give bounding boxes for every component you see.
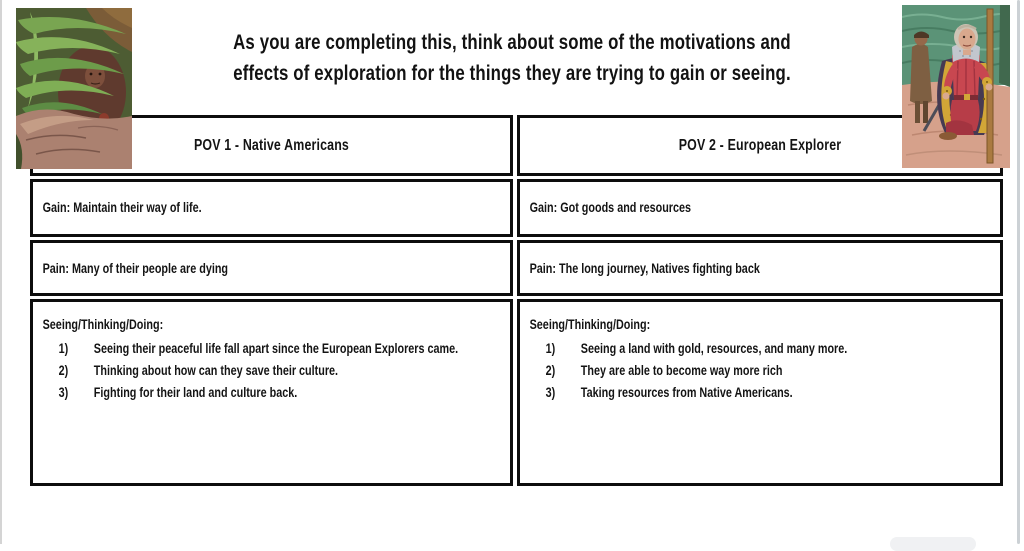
pov2-gain-text: Gain: Got goods and resources bbox=[529, 200, 692, 215]
list-item-text: Taking resources from Native Americans. bbox=[580, 385, 793, 400]
list-item-number: 2) bbox=[58, 363, 69, 378]
list-item-number: 2) bbox=[545, 363, 556, 378]
european-explorer-painting bbox=[902, 5, 1010, 168]
list-item-text: Thinking about how can they save their culture. bbox=[93, 363, 339, 378]
pov2-std-label: Seeing/Thinking/Doing: bbox=[529, 317, 651, 332]
pov2-gain-cell bbox=[517, 179, 1003, 237]
pov2-pain-cell bbox=[517, 240, 1003, 296]
pov1-pain-cell bbox=[30, 240, 513, 296]
list-item-number: 1) bbox=[545, 341, 556, 356]
list-item-number: 1) bbox=[58, 341, 69, 356]
pov1-gain-text: Gain: Maintain their way of life. bbox=[42, 200, 202, 215]
instructions-line-1: As you are completing this, think about some of the motivations and bbox=[233, 31, 791, 54]
list-item bbox=[43, 360, 506, 382]
pov-table bbox=[30, 115, 1003, 486]
list-item bbox=[43, 338, 506, 360]
list-item-text: Seeing a land with gold, resources, and many more. bbox=[580, 341, 848, 356]
list-item-text: Seeing their peaceful life fall apart since the European Explorers came. bbox=[93, 341, 459, 356]
page-left-edge bbox=[0, 0, 2, 544]
list-item bbox=[530, 338, 996, 360]
instructions-line-2: effects of exploration for the things they are trying to gain or seeing. bbox=[233, 62, 791, 85]
list-item bbox=[530, 382, 996, 404]
list-item-number: 3) bbox=[545, 385, 556, 400]
list-item bbox=[530, 360, 996, 382]
pov1-pain-text: Pain: Many of their people are dying bbox=[42, 261, 229, 276]
pov2-pain-text: Pain: The long journey, Natives fighting back bbox=[529, 261, 760, 276]
pov1-header: POV 1 - Native Americans bbox=[193, 136, 349, 154]
scrollbar-track[interactable] bbox=[1017, 0, 1020, 544]
worksheet-instructions bbox=[102, 27, 921, 89]
pov1-std-label: Seeing/Thinking/Doing: bbox=[42, 317, 164, 332]
pov1-seeing-thinking-doing-cell bbox=[30, 299, 513, 486]
pov2-header: POV 2 - European Explorer bbox=[678, 136, 842, 154]
list-item bbox=[43, 382, 506, 404]
pov1-gain-cell bbox=[30, 179, 513, 237]
list-item-text: Fighting for their land and culture back. bbox=[93, 385, 298, 400]
list-item-text: They are able to become way more rich bbox=[580, 363, 783, 378]
list-item-number: 3) bbox=[58, 385, 69, 400]
bottom-toolbar-peek[interactable] bbox=[890, 537, 976, 551]
native-jungle-painting bbox=[16, 8, 132, 169]
pov2-seeing-thinking-doing-cell bbox=[517, 299, 1003, 486]
